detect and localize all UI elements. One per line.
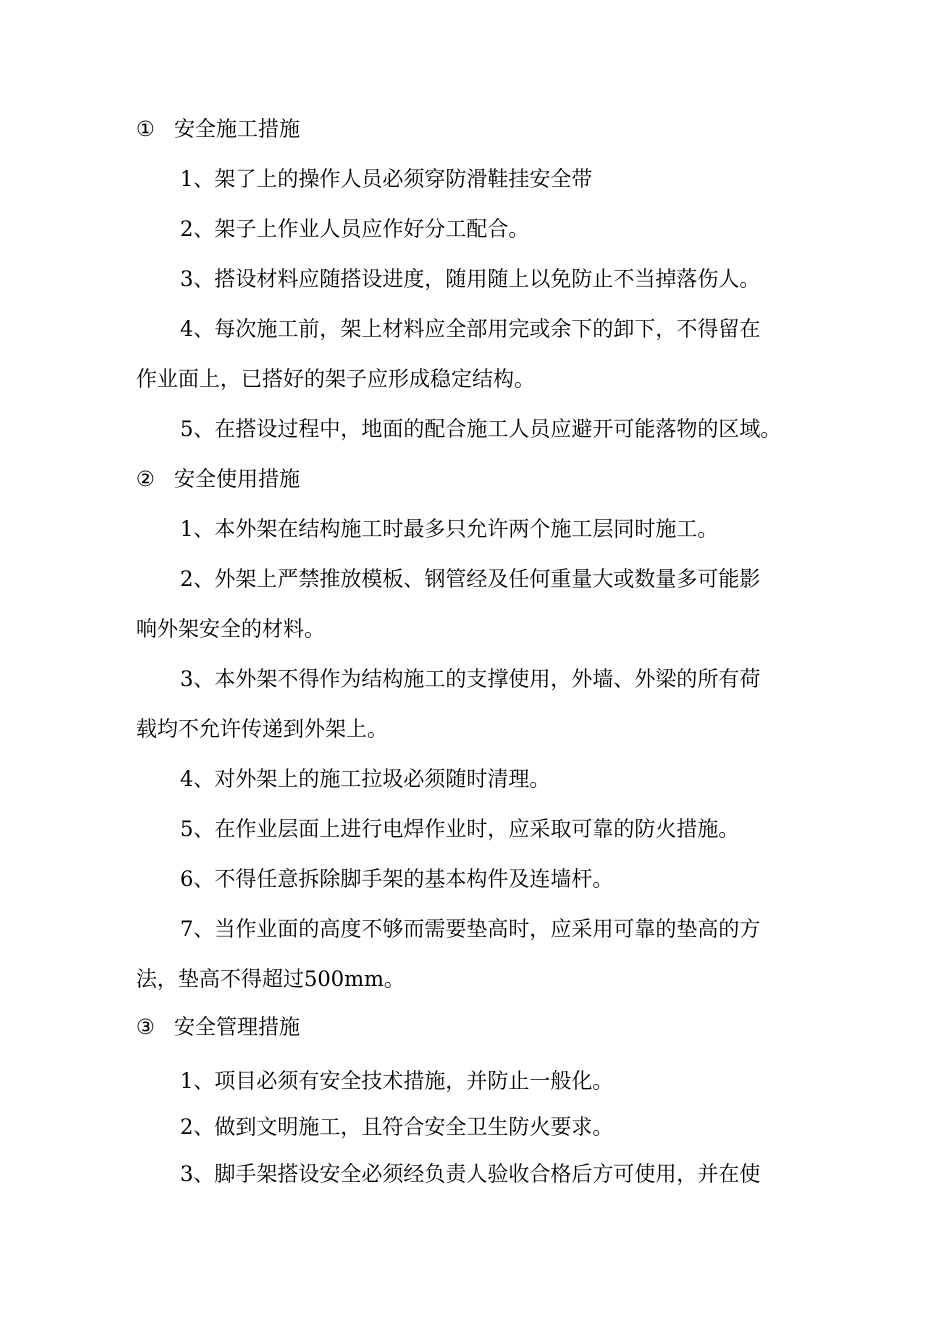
paragraph-line: 4、对外架上的施工拉圾必须随时清理。 [180,767,551,791]
section-title: 安全管理措施 [174,1015,300,1039]
paragraph-line: 1、本外架在结构施工时最多只允许两个施工层同时施工。 [180,517,719,541]
paragraph-line: 2、外架上严禁推放模板、钢管经及任何重量大或数量多可能影 [180,567,761,591]
paragraph-line: 5、在搭设过程中，地面的配合施工人员应避开可能落物的区域。 [180,417,782,441]
paragraph-line: 7、当作业面的高度不够而需要垫高时，应采用可靠的垫高的方 [180,917,761,941]
section-title: 安全使用措施 [174,467,300,491]
paragraph-continuation: 作业面上，已搭好的架子应形成稳定结构。 [136,367,535,391]
section-heading-3 [136,1012,300,1042]
section-heading-1 [136,114,300,144]
paragraph-line: 3、搭设材料应随搭设进度，随用随上以免防止不当掉落伤人。 [180,267,761,291]
paragraph-line: 3、本外架不得作为结构施工的支撑使用，外墙、外梁的所有荷 [180,667,761,691]
paragraph-line: 3、脚手架搭设安全必须经负责人验收合格后方可使用，并在使 [180,1162,761,1186]
paragraph-continuation: 载均不允许传递到外架上。 [136,717,388,741]
paragraph-continuation: 响外架安全的材料。 [136,617,325,641]
section-number: ③ [136,1015,155,1039]
paragraph-line: 2、做到文明施工，且符合安全卫生防火要求。 [180,1115,614,1139]
section-title: 安全施工措施 [174,117,300,141]
section-number: ① [136,117,155,141]
paragraph-continuation: 法，垫高不得超过500mm。 [136,967,405,991]
paragraph-line: 5、在作业层面上进行电焊作业时，应采取可靠的防火措施。 [180,817,740,841]
section-number: ② [136,467,155,491]
paragraph-line: 4、每次施工前，架上材料应全部用完或余下的卸下，不得留在 [180,317,761,341]
section-heading-2 [136,464,300,494]
paragraph-line: 2、架子上作业人员应作好分工配合。 [180,217,530,241]
paragraph-line: 1、项目必须有安全技术措施，并防止一般化。 [180,1069,614,1093]
paragraph-line: 6、不得任意拆除脚手架的基本构件及连墙杆。 [180,867,614,891]
paragraph-line: 1、架了上的操作人员必须穿防滑鞋挂安全带 [180,167,593,191]
